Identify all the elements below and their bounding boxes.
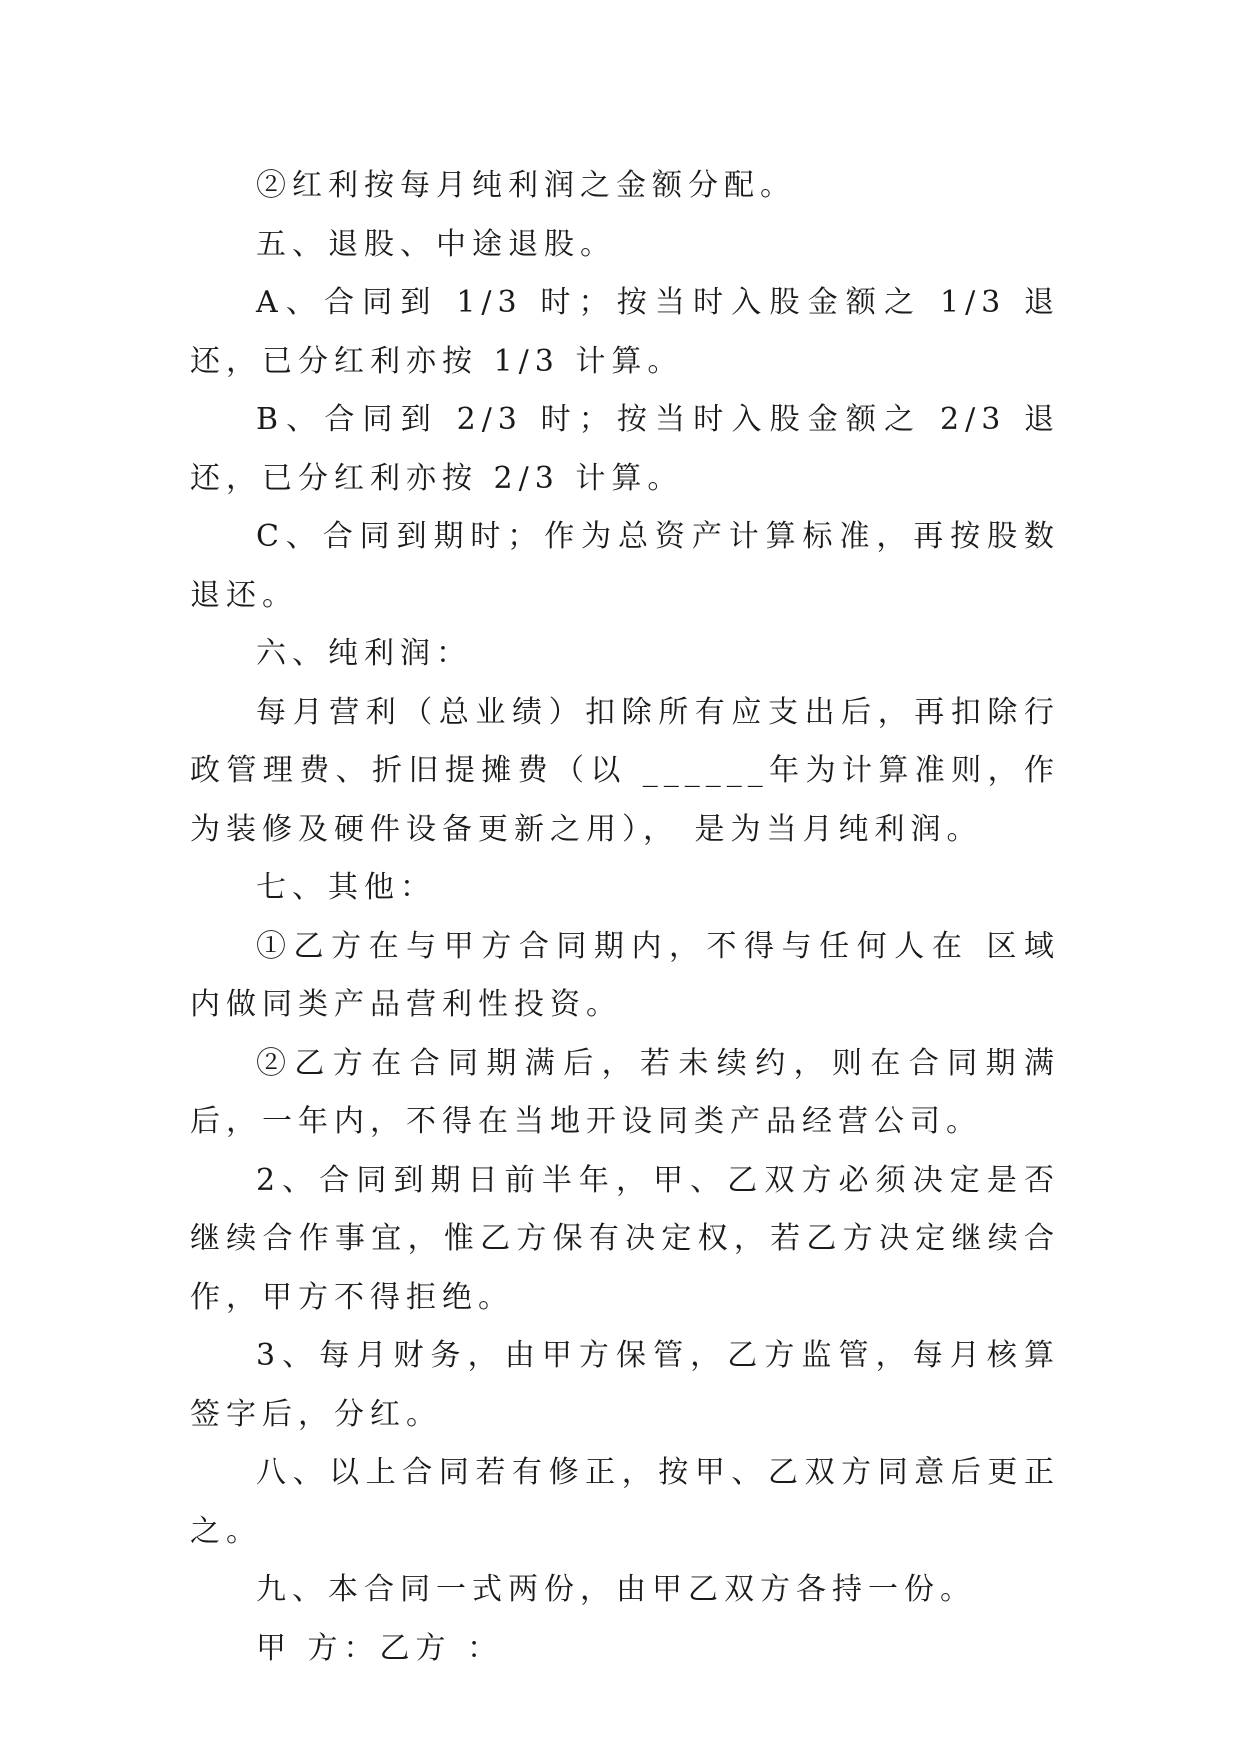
paragraph-noncompete-after: ②乙方在合同期满后，若未续约，则在合同期满后，一年内，不得在当地开设同类产品经营公司。 bbox=[190, 1045, 1060, 1139]
signature-line: 甲 方：乙方 ： bbox=[256, 1630, 504, 1666]
paragraph-noncompete-term: ①乙方在与甲方合同期内，不得与任何人在 区域内做同类产品营利性投资。 bbox=[190, 928, 1060, 1022]
paragraph-clause-a: A、合同到 1/3 时；按当时入股金额之 1/3 退还，已分红利亦按 1/3 计算。 bbox=[190, 285, 1060, 379]
document-body bbox=[190, 157, 1060, 1678]
paragraph-net-profit: 每月营利（总业绩）扣除所有应支出后，再扣除行政管理费、折旧提摊费（以 ______年为计算准则，作为装修及硬件设备更新之用）， 是为当月纯利润。 bbox=[190, 694, 1060, 847]
section-8-amendment: 八、以上合同若有修正，按甲、乙双方同意后更正之。 bbox=[190, 1455, 1060, 1549]
paragraph-finance: 3、每月财务，由甲方保管，乙方监管，每月核算签字后，分红。 bbox=[190, 1338, 1060, 1432]
section-7-heading: 七、其他： bbox=[256, 870, 436, 905]
section-9-copies: 九、本合同一式两份，由甲乙双方各持一份。 bbox=[256, 1572, 976, 1607]
paragraph-renewal: 2、合同到期日前半年，甲、乙双方必须决定是否继续合作事宜，惟乙方保有决定权，若乙方决定继续合作，甲方不得拒绝。 bbox=[190, 1162, 1060, 1315]
section-5-heading: 五、退股、中途退股。 bbox=[256, 226, 616, 262]
section-6-heading: 六、纯利润： bbox=[256, 636, 472, 671]
paragraph-clause-c: C、合同到期时；作为总资产计算标准，再按股数退还。 bbox=[190, 519, 1060, 613]
paragraph-clause-b: B、合同到 2/3 时；按当时入股金额之 2/3 退还，已分红利亦按 2/3 计算。 bbox=[190, 402, 1060, 496]
paragraph-dividend-distribution: ②红利按每月纯利润之金额分配。 bbox=[256, 168, 796, 203]
